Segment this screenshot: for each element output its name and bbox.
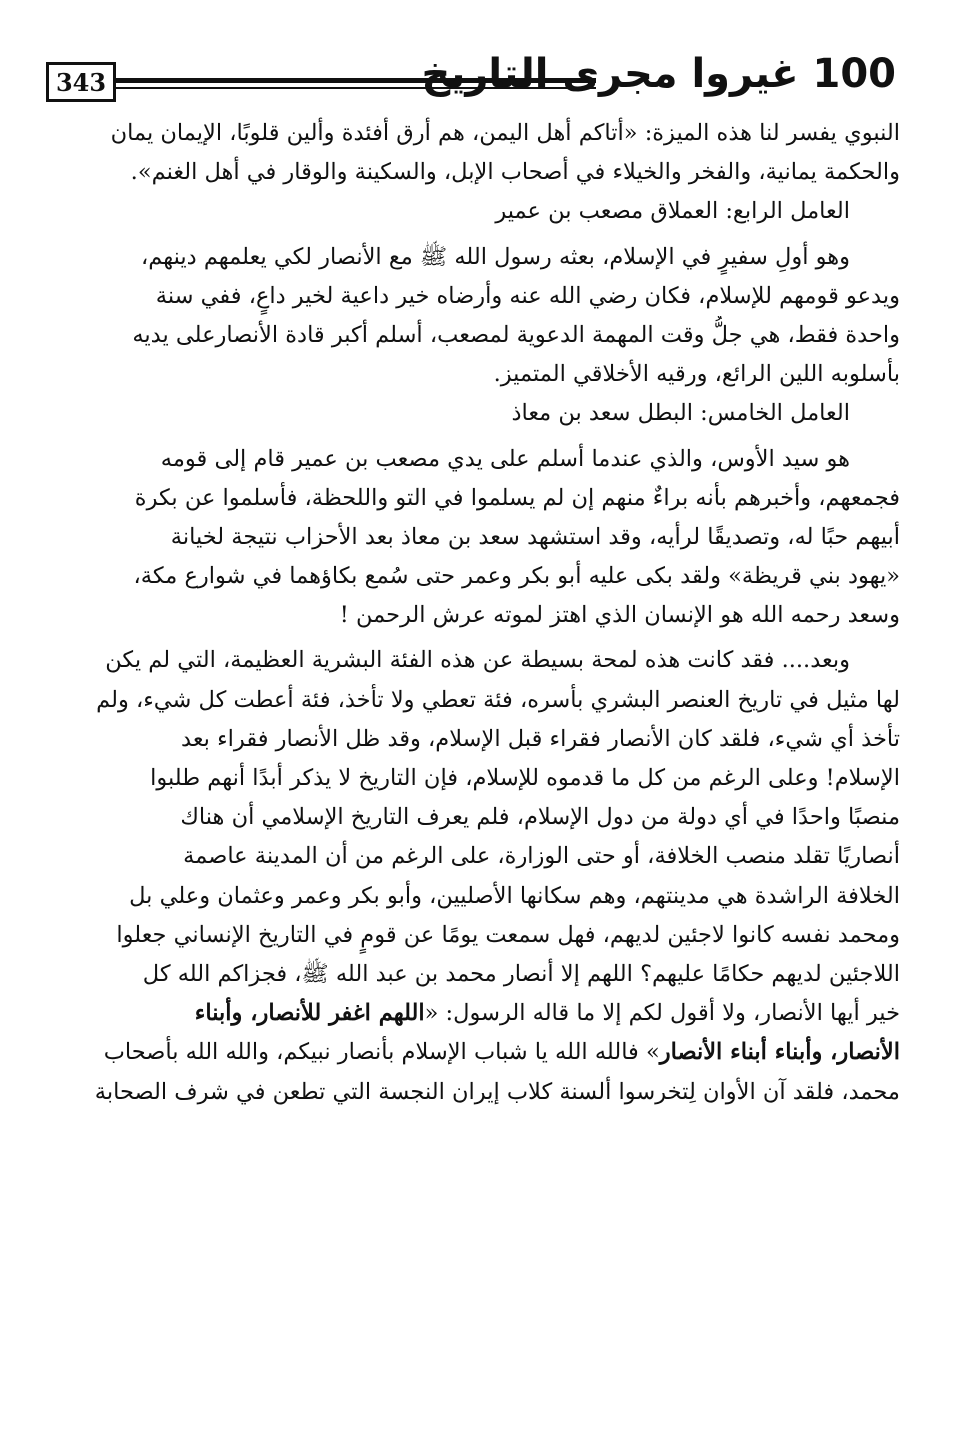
text-line: لها مثيل في تاريخ العنصر البشري بأسره، فئة تعطي ولا تأخذ، فئة أعطت كل شيء، ولم: [96, 686, 900, 713]
text-line: «يهود بني قريظة» ولقد بكى عليه أبو بكر وعمر حتى سُمع بكاؤهما في شوارع مكة،: [133, 563, 900, 590]
text-line: هو سيد الأوس، والذي عندما أسلم على يدي مصعب بن عمير قام إلى قومه: [160, 445, 850, 472]
bold-quote: اللهم اغفر للأنصار، وأبناء: [194, 1000, 425, 1027]
book-title: 100 غيروا مجرى التاريخ: [421, 51, 896, 97]
section-heading: العامل الخامس: البطل سعد بن معاذ: [511, 400, 850, 427]
page-header: [46, 44, 896, 104]
page-number: 343: [46, 62, 116, 102]
text-line: فجمعهم، وأخبرهم بأنه براءٌ منهم إن لم يسلموا في التو واللحظة، فأسلموا عن بكرة: [134, 484, 900, 511]
section-heading: العامل الرابع: العملاق مصعب بن عمير: [495, 198, 850, 225]
text-line-part: » فالله الله يا شباب الإسلام بأنصار نبيكم، والله الله بأصحاب: [103, 1039, 660, 1066]
text-line: تأخذ أي شيء، فلقد كان الأنصار فقراء قبل الإسلام، وقد ظل الأنصار فقراء بعد: [181, 725, 900, 752]
text-line: [44, 994, 900, 1033]
text-line-part: خير أيها الأنصار، ولا أقول لكم إلا ما قاله الرسول: «: [424, 1000, 900, 1027]
text-line: الخلافة الراشدة هي مدينتهم، وهم سكانها الأصليين، وأبو بكر وعمر وعثمان وعلي بل: [129, 882, 900, 909]
text-line: وهو أولِ سفيرٍ في الإسلام، بعثه رسول الله ﷺ مع الأنصار لكي يعلمهم دينهم،: [141, 243, 850, 270]
text-line: وسعد رحمه الله هو الإنسان الذي اهتز لموته عرش الرحمن !: [339, 602, 900, 629]
text-line: محمد، فلقد آن الأوان لِتخرسوا ألسنة كلاب إيران النجسة التي تطعن في شرف الصحابة: [94, 1078, 900, 1105]
text-line: وبعد.... فقد كانت هذه لمحة بسيطة عن هذه الفئة البشرية العظيمة، التي لم يكن: [105, 647, 850, 674]
text-line: والحكمة يمانية، والفخر والخيلاء في أصحاب الإبل، والسكينة والوقار في أهل الغنم».: [130, 159, 900, 186]
text-line: ويدعو قومهم للإسلام، فكان رضي الله عنه وأرضاه خير داعية لخير داعٍ، ففي سنة: [155, 282, 900, 309]
text-line: أبيهم حبًا له، وتصديقًا لرأيه، وقد استشهد سعد بن معاذ بعد الأحزاب نتيجة لخيانة: [170, 523, 900, 550]
text-line: منصبًا واحدًا في أي دولة من دول الإسلام، فلم يعرف التاريخ الإسلامي أن هناك: [180, 804, 900, 831]
page-body: [44, 114, 900, 1112]
text-line: ومحمد نفسه كانوا لاجئين لديهم، فهل سمعت يومًا عن قومٍ في التاريخ الإنساني جعلوا: [116, 921, 900, 948]
text-line: الإسلام! وعلى الرغم من كل ما قدموه للإسلام، فإن التاريخ لا يذكر أبدًا أنهم طلبوا: [150, 765, 900, 791]
text-line: النبوي يفسر لنا هذه الميزة: «أتاكم أهل اليمن، هم أرق أفئدة وألين قلوبًا، الإيمان يمان: [110, 120, 900, 146]
text-line: واحدة فقط، هي جلُّ وقت المهمة الدعوية لمصعب، أسلم أكبر قادة الأنصارعلى يديه: [132, 321, 900, 348]
text-line: أنصاريًا تقلد منصب الخلافة، أو حتى الوزارة، على الرغم من أن المدينة عاصمة: [183, 843, 900, 870]
bold-quote: الأنصار، وأبناء أبناء الأنصار: [659, 1039, 900, 1066]
text-line: اللاجئين لديهم حكامًا عليهم؟ اللهم إلا أنصار محمد بن عبد الله ﷺ، فجزاكم الله كل: [142, 960, 900, 987]
text-line: بأسلوبه اللين الرائع، ورقيه الأخلاقي المتميز.: [493, 361, 900, 388]
text-line: [44, 1033, 900, 1072]
